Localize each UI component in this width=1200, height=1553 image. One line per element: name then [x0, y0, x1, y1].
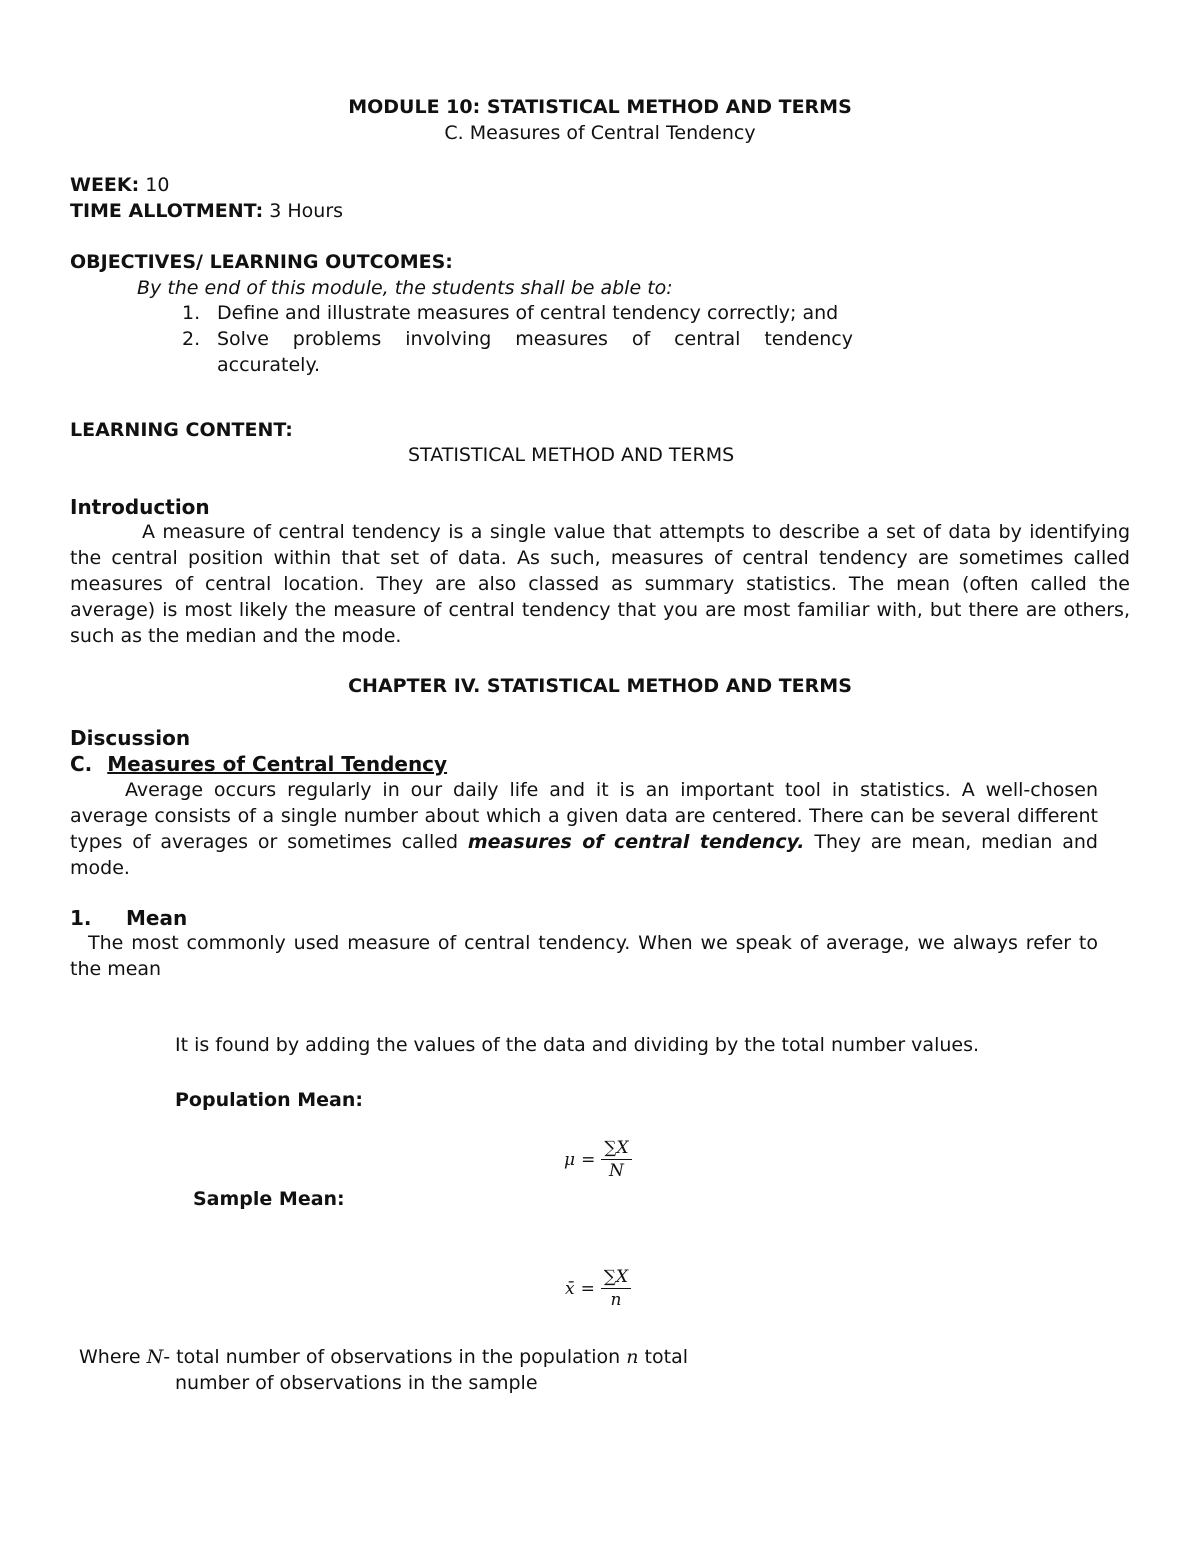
module-title: MODULE 10: STATISTICAL METHOD AND TERMS [348, 96, 852, 118]
where-line-1 [79, 1344, 688, 1370]
section-text-emph: measures of central tendency. [467, 831, 805, 853]
objective-num-1: 1. [182, 302, 201, 324]
objectives-heading: OBJECTIVES/ LEARNING OUTCOMES: [70, 251, 453, 273]
objective-num-2: 2. [182, 328, 201, 350]
formula-xbar: x̄ [565, 1278, 575, 1299]
formula-equals: = [580, 1278, 595, 1299]
sample-mean-formula [565, 1267, 631, 1310]
week-value: 10 [139, 174, 170, 196]
module-subtitle: C. Measures of Central Tendency [444, 122, 756, 144]
formula-fraction [601, 1267, 631, 1310]
chapter-title: CHAPTER IV. STATISTICAL METHOD AND TERMS [348, 675, 852, 697]
section-text-1: Average occurs regularly in our daily life and it is an important tool in statistics. A well-chosen average consists of a single number about which a given data are centered. There can be several different types of averages or sometimes called [70, 779, 1098, 853]
where-n: n [626, 1346, 639, 1368]
section-title: STATISTICAL METHOD AND TERMS [408, 444, 735, 466]
where-text-3: total [638, 1346, 688, 1368]
week-line [70, 172, 169, 198]
where-line-2: number of observations in the sample [175, 1372, 538, 1394]
discussion-heading: Discussion [70, 726, 191, 750]
objective-text-2: Solve problems involving measures of central tendency accurately. [217, 328, 853, 376]
mean-number: 1. [70, 906, 92, 930]
formula-mu: μ [564, 1149, 576, 1170]
mean-heading: Mean [126, 906, 188, 930]
where-text-2: - total number of observations in the population [163, 1346, 627, 1368]
population-mean-formula [564, 1138, 632, 1181]
mean-paragraph: The most commonly used measure of central tendency. When we speak of average, we always refer to the mean [70, 932, 1098, 980]
section-letter: C. [70, 752, 93, 776]
time-line [70, 198, 343, 224]
time-value: 3 Hours [263, 200, 344, 222]
sample-mean-label: Sample Mean: [193, 1188, 345, 1210]
formula-numerator: ∑X [601, 1138, 631, 1160]
formula-denominator: n [610, 1290, 622, 1310]
formula-denominator: N [609, 1161, 624, 1181]
introduction-heading: Introduction [70, 495, 210, 519]
population-mean-label: Population Mean: [175, 1089, 363, 1111]
time-label: TIME ALLOTMENT: [70, 200, 264, 222]
week-label: WEEK: [70, 174, 140, 196]
where-N: N [146, 1346, 164, 1368]
section-paragraph [70, 777, 1098, 881]
objectives-intro: By the end of this module, the students shall be able to: [137, 277, 673, 299]
section-heading [70, 751, 447, 777]
formula-equals: = [581, 1149, 596, 1170]
learning-content-heading: LEARNING CONTENT: [70, 419, 293, 441]
formula-fraction [601, 1138, 631, 1181]
mean-found-text: It is found by adding the values of the data and dividing by the total number values. [175, 1034, 980, 1056]
section-text-2: They are mean, median and mode. [70, 831, 1098, 879]
formula-numerator: ∑X [601, 1267, 631, 1289]
where-text-1: Where [79, 1346, 147, 1368]
section-name: Measures of Central Tendency [107, 752, 448, 776]
objective-text-1: Define and illustrate measures of central tendency correctly; and [217, 302, 839, 324]
introduction-paragraph: A measure of central tendency is a single value that attempts to describe a set of data by identifying the central position within that set of data. As such, measures of central tendency are sometimes called measures of central location. They are also classed as summary statistics. The mean (often called the average) is most likely the measure of central tendency that you are most familiar with, but there are others, such as the median and the mode. [70, 521, 1130, 647]
